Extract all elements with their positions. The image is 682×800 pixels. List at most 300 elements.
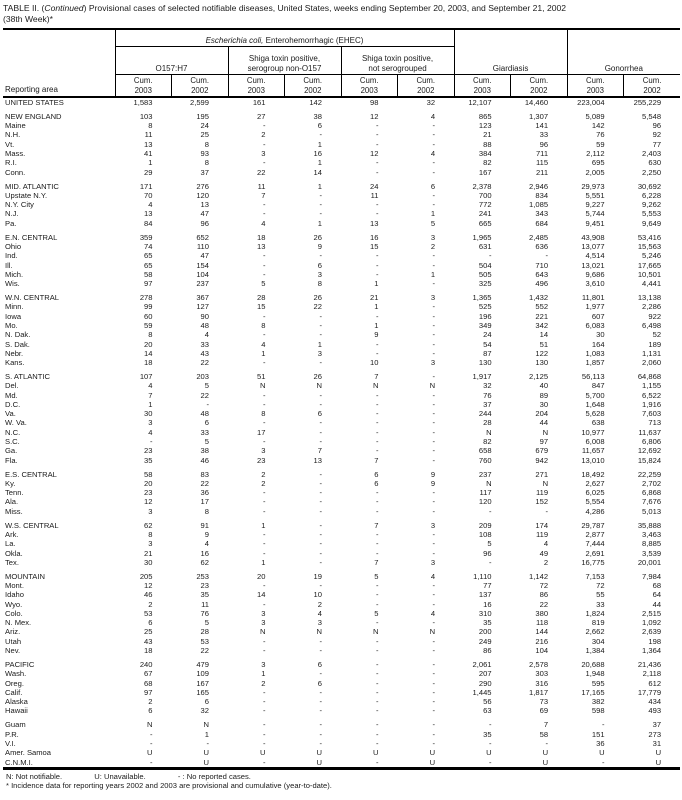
giardiasis-group-header: Giardiasis	[454, 29, 567, 75]
value-cell: 12	[370, 149, 379, 159]
value-cell: 77	[483, 581, 492, 590]
value-cell: 1,131	[642, 348, 662, 358]
value-cell: 115	[535, 158, 549, 168]
value-cell: 658	[478, 446, 492, 456]
value-cell: -	[262, 200, 266, 210]
value-cell: 7	[543, 720, 549, 730]
title-continued: Continued	[44, 3, 84, 13]
reporting-area-cell: Nev.	[5, 646, 21, 656]
value-cell: 7,603	[642, 409, 662, 419]
value-cell: 130	[535, 358, 549, 368]
value-cell: -	[262, 738, 266, 748]
value-cell: -	[432, 706, 436, 716]
value-cell: 6	[430, 181, 436, 191]
value-cell: 9	[374, 330, 379, 340]
value-cell: 35	[200, 590, 209, 600]
value-cell: 20	[144, 339, 153, 349]
reporting-area-cell: Md.	[5, 390, 18, 400]
value-cell: 29	[144, 167, 153, 177]
table-row	[3, 330, 680, 339]
value-cell: 1,085	[529, 200, 549, 210]
value-cell: 64	[652, 590, 662, 600]
value-cell: 16	[313, 149, 322, 159]
value-cell: 33	[200, 339, 209, 349]
reporting-area-cell: Ohio	[5, 241, 22, 251]
cum-2002-header: Cum. 2002	[285, 75, 342, 98]
value-cell: -	[375, 130, 379, 140]
value-cell: 164	[591, 339, 605, 349]
value-cell: 1	[374, 279, 379, 289]
footnotes	[3, 772, 680, 791]
value-cell: 43	[144, 636, 153, 646]
value-cell: 74	[144, 241, 153, 251]
reporting-area-cell: S. Dak.	[5, 339, 30, 349]
value-cell: 8	[148, 121, 153, 131]
value-cell: 2	[261, 130, 266, 140]
value-cell: 55	[596, 590, 605, 600]
incidence-footnote: * Incidence data for reporting years 2002 and 2003 are provisional and cumulative (year-to-date).	[6, 781, 332, 791]
value-cell: 6	[148, 706, 153, 716]
table-row	[3, 581, 680, 590]
value-cell: 36	[200, 488, 209, 498]
value-cell: 2	[261, 678, 266, 688]
value-cell: -	[319, 437, 322, 447]
value-cell: U	[599, 748, 605, 758]
value-cell: 4	[148, 427, 153, 437]
value-cell: U	[429, 748, 436, 758]
value-cell: 62	[200, 557, 209, 567]
reporting-area-cell: N.J.	[5, 209, 19, 219]
value-cell: 276	[196, 181, 209, 191]
table-header	[3, 29, 680, 97]
value-cell: 5	[204, 437, 209, 447]
value-cell: 13	[257, 241, 266, 251]
value-cell: 120	[196, 190, 209, 200]
value-cell: -	[432, 539, 436, 549]
reporting-area-cell: La.	[5, 539, 16, 549]
value-cell: 96	[200, 218, 209, 228]
value-cell: -	[319, 130, 322, 140]
value-cell: 17	[257, 427, 266, 437]
value-cell: 53	[200, 636, 209, 646]
value-cell: 5,089	[585, 111, 605, 121]
value-cell: 82	[483, 437, 492, 447]
value-cell: -	[262, 269, 266, 279]
value-cell: 13,021	[581, 260, 605, 270]
value-cell: 68	[652, 581, 662, 590]
value-cell: U	[316, 757, 322, 767]
value-cell: -	[432, 320, 436, 330]
value-cell: 3	[148, 506, 153, 516]
value-cell: N	[542, 427, 549, 437]
value-cell: 5	[204, 618, 209, 628]
value-cell: 96	[483, 548, 492, 558]
value-cell: 47	[200, 251, 209, 261]
value-cell: 343	[535, 209, 549, 219]
value-cell: 216	[535, 636, 549, 646]
value-cell: 198	[648, 636, 662, 646]
value-cell: 6,008	[585, 437, 605, 447]
value-cell: 5,548	[642, 111, 662, 121]
table-row	[3, 720, 680, 729]
value-cell: 4	[148, 381, 153, 391]
value-cell: 118	[535, 618, 549, 628]
reporting-area-cell: Kans.	[5, 358, 25, 368]
reporting-area-cell: Upstate N.Y.	[5, 190, 48, 200]
table-row	[3, 149, 680, 158]
value-cell: 695	[591, 158, 605, 168]
value-cell: 479	[196, 659, 209, 669]
value-cell: 9,451	[585, 218, 605, 228]
value-cell: 1	[374, 320, 379, 330]
value-cell: 29,973	[581, 181, 605, 191]
value-cell: 496	[535, 279, 549, 289]
value-cell: 30,692	[637, 181, 662, 191]
value-cell: 59	[144, 320, 153, 330]
reporting-area-cell: W. Va.	[5, 418, 27, 428]
value-cell: 6	[204, 418, 209, 428]
value-cell: 97	[144, 687, 153, 697]
value-cell: 204	[535, 409, 549, 419]
value-cell: -	[432, 687, 436, 697]
value-cell: 290	[478, 678, 492, 688]
value-cell: 32	[483, 381, 492, 391]
value-cell: 3	[261, 446, 266, 456]
value-cell: 22	[257, 167, 266, 177]
value-cell: 1,583	[133, 98, 153, 107]
notifiable-diseases-table	[3, 28, 680, 770]
value-cell: N	[316, 627, 322, 637]
value-cell: 20,001	[637, 557, 662, 567]
value-cell: 76	[483, 390, 492, 400]
reporting-area-cell: Ill.	[5, 260, 13, 270]
value-cell: 37	[200, 167, 209, 177]
table-row	[3, 418, 680, 427]
value-cell: 1,142	[529, 571, 549, 581]
value-cell: 15,563	[637, 241, 662, 251]
value-cell: 20	[257, 571, 266, 581]
value-cell: -	[602, 757, 605, 767]
value-cell: -	[375, 260, 379, 270]
value-cell: 7	[148, 390, 153, 400]
value-cell: 56,113	[581, 371, 605, 381]
value-cell: -	[432, 158, 436, 168]
value-cell: 6,228	[642, 190, 662, 200]
table-row	[3, 530, 680, 539]
value-cell: 244	[478, 409, 492, 419]
value-cell: -	[375, 581, 379, 590]
value-cell: 59	[596, 139, 605, 149]
value-cell: 5,628	[585, 409, 605, 419]
value-cell: 53	[144, 608, 153, 618]
title-rest: ) Provisional cases of selected notifiable diseases, United States, weeks ending September 20, 2003, and September 21, 2002	[83, 3, 567, 13]
value-cell: -	[319, 529, 322, 539]
value-cell: 5	[261, 279, 266, 289]
reporting-area-cell: Amer. Samoa	[5, 748, 52, 758]
reporting-area-cell: Ga.	[5, 446, 18, 456]
value-cell: 2,403	[642, 149, 662, 159]
value-cell: -	[262, 437, 266, 447]
value-cell: N	[260, 381, 266, 391]
value-cell: 1	[374, 302, 379, 312]
value-cell: -	[375, 158, 379, 168]
value-cell: 63	[483, 706, 492, 716]
value-cell: 104	[535, 646, 549, 656]
value-cell: -	[375, 390, 379, 400]
value-cell: 89	[539, 390, 549, 400]
value-cell: 13,010	[581, 455, 605, 465]
value-cell: -	[432, 529, 436, 539]
value-cell: 15	[370, 241, 379, 251]
reporting-area-cell: NEW ENGLAND	[5, 111, 62, 121]
value-cell: 127	[196, 302, 209, 312]
value-cell: -	[375, 427, 379, 437]
value-cell: -	[319, 251, 322, 261]
value-cell: -	[432, 409, 436, 419]
value-cell: 1	[261, 520, 266, 530]
value-cell: -	[432, 669, 436, 679]
value-cell: -	[432, 455, 436, 465]
table-row	[3, 428, 680, 437]
value-cell: -	[319, 399, 322, 409]
value-cell: U	[429, 757, 436, 767]
value-cell: -	[432, 311, 436, 321]
reporting-area-cell: Ariz.	[5, 627, 21, 637]
value-cell: -	[375, 618, 379, 628]
value-cell: 12	[370, 111, 379, 121]
value-cell: 1	[430, 209, 436, 219]
value-cell: -	[262, 581, 266, 590]
value-cell: 1,445	[472, 687, 492, 697]
value-cell: 130	[478, 358, 492, 368]
value-cell: 83	[200, 469, 209, 479]
value-cell: -	[432, 279, 436, 289]
table-row	[3, 312, 680, 321]
value-cell: 5,551	[585, 190, 605, 200]
value-cell: 32	[426, 98, 436, 107]
value-cell: -	[262, 488, 266, 498]
table-row	[3, 507, 680, 516]
value-cell: 1	[148, 399, 153, 409]
value-cell: 167	[478, 167, 492, 177]
value-cell: 96	[652, 121, 662, 131]
value-cell: 1,648	[585, 399, 605, 409]
value-cell: -	[319, 427, 322, 437]
value-cell: -	[262, 209, 266, 219]
value-cell: 6,083	[585, 320, 605, 330]
value-cell: 384	[478, 149, 492, 159]
value-cell: 630	[648, 158, 662, 168]
value-cell: 67	[144, 669, 153, 679]
value-cell: 26	[313, 232, 322, 242]
value-cell: 5,246	[642, 251, 662, 261]
value-cell: -	[375, 590, 379, 600]
value-cell: 18,492	[581, 469, 605, 479]
value-cell: N	[429, 381, 436, 391]
value-cell: 4,514	[585, 251, 605, 261]
value-cell: 7	[374, 557, 379, 567]
value-cell: 14	[257, 590, 266, 600]
value-cell: 43	[200, 348, 209, 358]
value-cell: -	[375, 678, 379, 688]
value-cell: 3,539	[642, 548, 662, 558]
value-cell: -	[432, 339, 436, 349]
value-cell: 4	[430, 149, 436, 159]
value-cell: 44	[539, 418, 549, 428]
value-cell: 73	[539, 697, 549, 707]
value-cell: 5,744	[585, 209, 605, 219]
value-cell: 4	[204, 330, 209, 340]
value-cell: 552	[535, 302, 549, 312]
value-cell: 8	[261, 320, 266, 330]
reporting-area-cell: MOUNTAIN	[5, 571, 45, 581]
value-cell: -	[432, 348, 436, 358]
value-cell: 11	[370, 190, 379, 200]
value-cell: -	[375, 636, 379, 646]
value-cell: 2,578	[529, 659, 549, 669]
value-cell: 35	[144, 455, 153, 465]
value-cell: 3	[317, 269, 322, 279]
value-cell: 60	[144, 311, 153, 321]
value-cell: 7	[374, 455, 379, 465]
value-cell: -	[262, 548, 266, 558]
reporting-area-cell: Nebr.	[5, 348, 24, 358]
value-cell: -	[432, 190, 436, 200]
value-cell: 221	[535, 311, 549, 321]
value-cell: 942	[535, 455, 549, 465]
value-cell: 922	[648, 311, 662, 321]
legend-not-notifiable: N: Not notifiable.	[6, 771, 63, 781]
value-cell: 16	[483, 599, 492, 609]
value-cell: -	[319, 418, 322, 428]
value-cell: 11,637	[638, 427, 662, 437]
value-cell: -	[262, 390, 266, 400]
value-cell: 505	[478, 269, 492, 279]
value-cell: 20	[144, 478, 153, 488]
value-cell: -	[432, 446, 436, 456]
value-cell: 13	[200, 200, 209, 210]
value-cell: 72	[539, 581, 549, 590]
value-cell: 25	[144, 627, 153, 637]
reporting-area-cell: Mont.	[5, 581, 24, 590]
reporting-area-cell: V.I.	[5, 738, 16, 748]
value-cell: 15	[257, 302, 266, 312]
value-cell: 278	[139, 293, 153, 303]
value-cell: 4	[261, 218, 266, 228]
value-cell: 58	[144, 469, 153, 479]
reporting-area-cell: Fla.	[5, 455, 18, 465]
value-cell: 26	[313, 371, 322, 381]
value-cell: -	[432, 371, 436, 381]
value-cell: -	[149, 437, 153, 447]
value-cell: -	[262, 697, 266, 707]
table-row	[3, 609, 680, 618]
value-cell: 33	[200, 427, 209, 437]
value-cell: 21,436	[637, 659, 662, 669]
table-row	[3, 242, 680, 251]
value-cell: -	[375, 539, 379, 549]
value-cell: -	[432, 139, 436, 149]
value-cell: 41	[144, 149, 153, 159]
value-cell: 5,700	[585, 390, 605, 400]
value-cell: 1,824	[585, 608, 605, 618]
value-cell: U	[373, 748, 379, 758]
table-row	[3, 270, 680, 279]
value-cell: -	[432, 437, 436, 447]
value-cell: -	[375, 529, 379, 539]
table-row	[3, 558, 680, 567]
reporting-area-cell: N. Mex.	[5, 618, 32, 628]
value-cell: 1,977	[585, 302, 605, 312]
value-cell: N	[486, 478, 492, 488]
reporting-area-cell: N.C.	[5, 427, 21, 437]
reporting-area-cell: Del.	[5, 381, 19, 391]
value-cell: 18	[257, 232, 266, 242]
cum-2002-header: Cum. 2002	[511, 75, 568, 98]
value-cell: 86	[483, 646, 492, 656]
cum-2002-header: Cum. 2002	[172, 75, 229, 98]
reporting-area-cell: Oreg.	[5, 678, 24, 688]
reporting-area-cell: Utah	[5, 636, 22, 646]
table-row	[3, 758, 680, 769]
value-cell: 1	[430, 269, 436, 279]
value-cell: 30	[539, 399, 549, 409]
reporting-area-cell: Wis.	[5, 279, 20, 289]
value-cell: 711	[535, 149, 549, 159]
reporting-area-cell: S.C.	[5, 437, 20, 447]
value-cell: 7	[374, 371, 379, 381]
value-cell: -	[375, 738, 379, 748]
value-cell: 1,948	[585, 669, 605, 679]
value-cell: 3,463	[642, 529, 662, 539]
value-cell: -	[432, 599, 436, 609]
table-row	[3, 372, 680, 381]
value-cell: -	[375, 251, 379, 261]
value-cell: 36	[596, 738, 605, 748]
cum-2003-header: Cum. 2003	[341, 75, 398, 98]
value-cell: -	[262, 529, 266, 539]
reporting-area-cell: MID. ATLANTIC	[5, 181, 59, 191]
value-cell: 4,441	[642, 279, 662, 289]
value-cell: 16,775	[581, 557, 605, 567]
reporting-area-cell: PACIFIC	[5, 659, 35, 669]
value-cell: 3	[430, 293, 436, 303]
value-cell: 12	[144, 497, 153, 507]
value-cell: -	[375, 139, 379, 149]
value-cell: -	[432, 302, 436, 312]
value-cell: -	[432, 636, 436, 646]
value-cell: -	[319, 636, 322, 646]
value-cell: 69	[539, 706, 549, 716]
value-cell: 11	[257, 181, 266, 191]
value-cell: 2,125	[529, 371, 549, 381]
value-cell: 22	[200, 478, 209, 488]
value-cell: 35	[483, 729, 492, 739]
reporting-area-cell: E.N. CENTRAL	[5, 232, 58, 242]
value-cell: 9,227	[585, 200, 605, 210]
value-cell: 33	[539, 130, 549, 140]
value-cell: -	[262, 260, 266, 270]
value-cell: 7,153	[585, 571, 605, 581]
table-row	[3, 627, 680, 636]
value-cell: 595	[591, 678, 605, 688]
value-cell: 8	[317, 279, 322, 289]
value-cell: -	[489, 251, 492, 261]
value-cell: -	[432, 200, 436, 210]
value-cell: 107	[139, 371, 153, 381]
value-cell: 96	[539, 139, 549, 149]
value-cell: -	[432, 548, 436, 558]
